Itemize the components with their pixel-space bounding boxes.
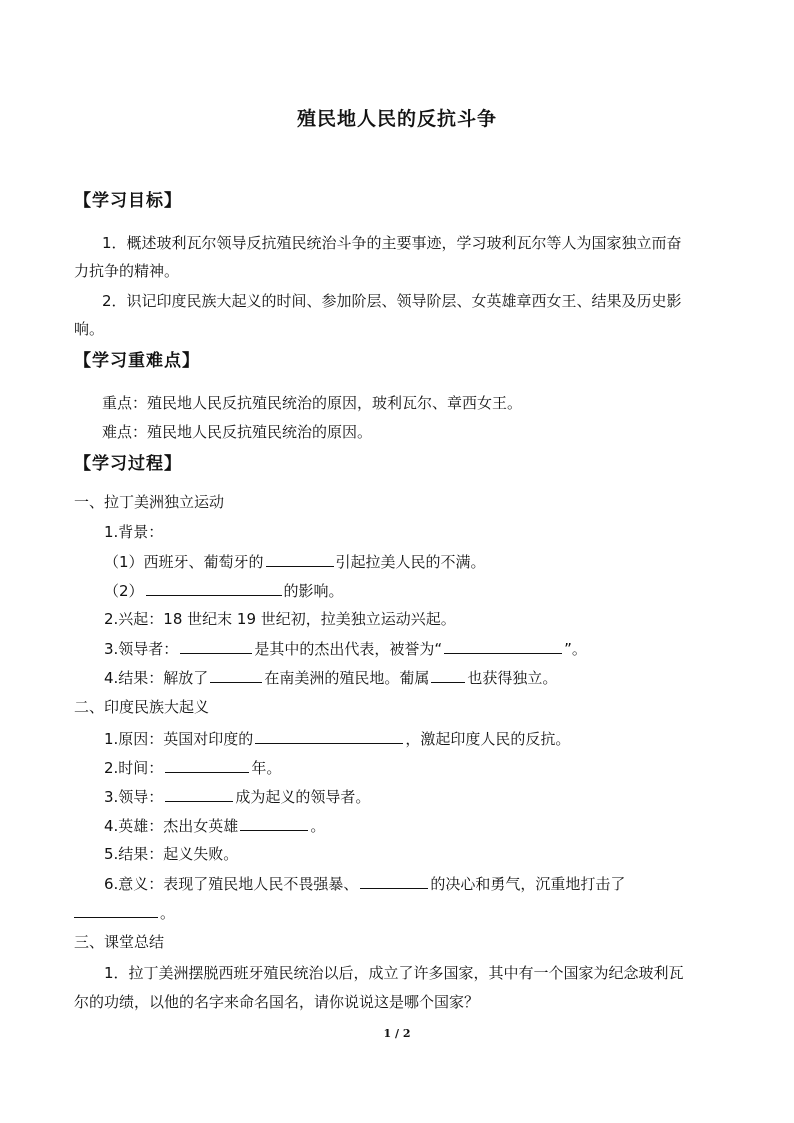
part2-lead (74, 785, 720, 808)
objectives-heading: 【学习目标】 (74, 191, 182, 211)
fill-blank[interactable] (431, 666, 465, 683)
hero-prefix: 4.英雄：杰出女英雄 (104, 817, 239, 835)
result-prefix: 4.结果：解放了 (104, 669, 209, 687)
fill-blank[interactable] (360, 872, 428, 889)
part3-title: 三、课堂总结 (74, 933, 165, 951)
fill-blank[interactable] (210, 666, 262, 683)
process-heading: 【学习过程】 (74, 454, 182, 474)
fill-blank[interactable] (444, 637, 562, 654)
fill-blank[interactable] (146, 579, 282, 596)
result-suffix: 也获得独立。 (467, 669, 558, 687)
result-mid: 在南美洲的殖民地。葡属 (264, 669, 430, 687)
meaning-end: 。 (160, 904, 176, 922)
objective-2-line-2: 响。 (74, 320, 105, 338)
part1-background-item-1 (74, 550, 720, 573)
leader-prefix: 3.领导者： (104, 640, 179, 658)
fill-blank[interactable] (165, 785, 233, 802)
leader-suffix: ”。 (564, 640, 587, 658)
time-suffix: 年。 (251, 759, 282, 777)
fill-blank[interactable] (266, 550, 334, 567)
part2-result: 5.结果：起义失败。 (104, 845, 239, 863)
lead-suffix: 成为起义的领导者。 (235, 788, 371, 806)
part2-meaning (74, 872, 720, 895)
time-prefix: 2.时间： (104, 759, 164, 777)
part2-cause (74, 727, 720, 750)
difficult-point-text: 难点：殖民地人民反抗殖民统治的原因。 (102, 423, 373, 441)
part1-background-item-2 (74, 579, 720, 602)
fill-blank[interactable] (180, 637, 252, 654)
part2-title: 二、印度民族大起义 (74, 698, 210, 716)
part1-leader (74, 637, 720, 660)
cause-prefix: 1.原因：英国对印度的 (104, 730, 254, 748)
page-title: 殖民地人民的反抗斗争 (296, 108, 497, 130)
fill-blank[interactable] (240, 814, 308, 831)
leader-mid: 是其中的杰出代表，被誉为“ (254, 640, 443, 658)
part2-meaning-line-2 (74, 901, 720, 924)
fill-blank[interactable] (255, 727, 403, 744)
part1-title: 一、拉丁美洲独立运动 (74, 493, 225, 511)
fill-blank[interactable] (74, 901, 158, 918)
part1-result (74, 666, 720, 689)
key-point-text: 重点：殖民地人民反抗殖民统治的原因，玻利瓦尔、章西女王。 (102, 394, 523, 412)
part2-time (74, 756, 720, 779)
objective-1-line-2: 力抗争的精神。 (74, 262, 180, 280)
hero-suffix: 。 (310, 817, 326, 835)
page-number: 1 / 2 (383, 1027, 411, 1040)
bg1-suffix: 引起拉美人民的不满。 (335, 553, 486, 571)
summary-question-line-1: 1．拉丁美洲摆脱西班牙殖民统治以后，成立了许多国家，其中有一个国家为纪念玻利瓦 (104, 964, 684, 982)
bg2-prefix: （2） (104, 582, 144, 600)
bg1-prefix: （1）西班牙、葡萄牙的 (104, 553, 264, 571)
meaning-suffix: 的决心和勇气，沉重地打击了 (430, 875, 626, 893)
meaning-prefix: 6.意义：表现了殖民地人民不畏强暴、 (104, 875, 359, 893)
objective-1-line-1: 1．概述玻利瓦尔领导反抗殖民统治斗争的主要事迹，学习玻利瓦尔等人为国家独立而奋 (102, 234, 682, 252)
lead-prefix: 3.领导： (104, 788, 164, 806)
fill-blank[interactable] (165, 756, 249, 773)
part2-hero (74, 814, 720, 837)
part1-rise: 2.兴起：18 世纪末 19 世纪初，拉美独立运动兴起。 (104, 610, 456, 628)
summary-question-line-2: 尔的功绩，以他的名字来命名国名，请你说说这是哪个国家？ (74, 993, 480, 1011)
key-points-heading: 【学习重难点】 (74, 351, 200, 371)
bg2-suffix: 的影响。 (283, 582, 344, 600)
part1-background-label: 1.背景： (104, 523, 164, 541)
objective-2-line-1: 2．识记印度民族大起义的时间、参加阶层、领导阶层、女英雄章西女王、结果及历史影 (102, 292, 682, 310)
cause-suffix: ，激起印度人民的反抗。 (405, 730, 571, 748)
